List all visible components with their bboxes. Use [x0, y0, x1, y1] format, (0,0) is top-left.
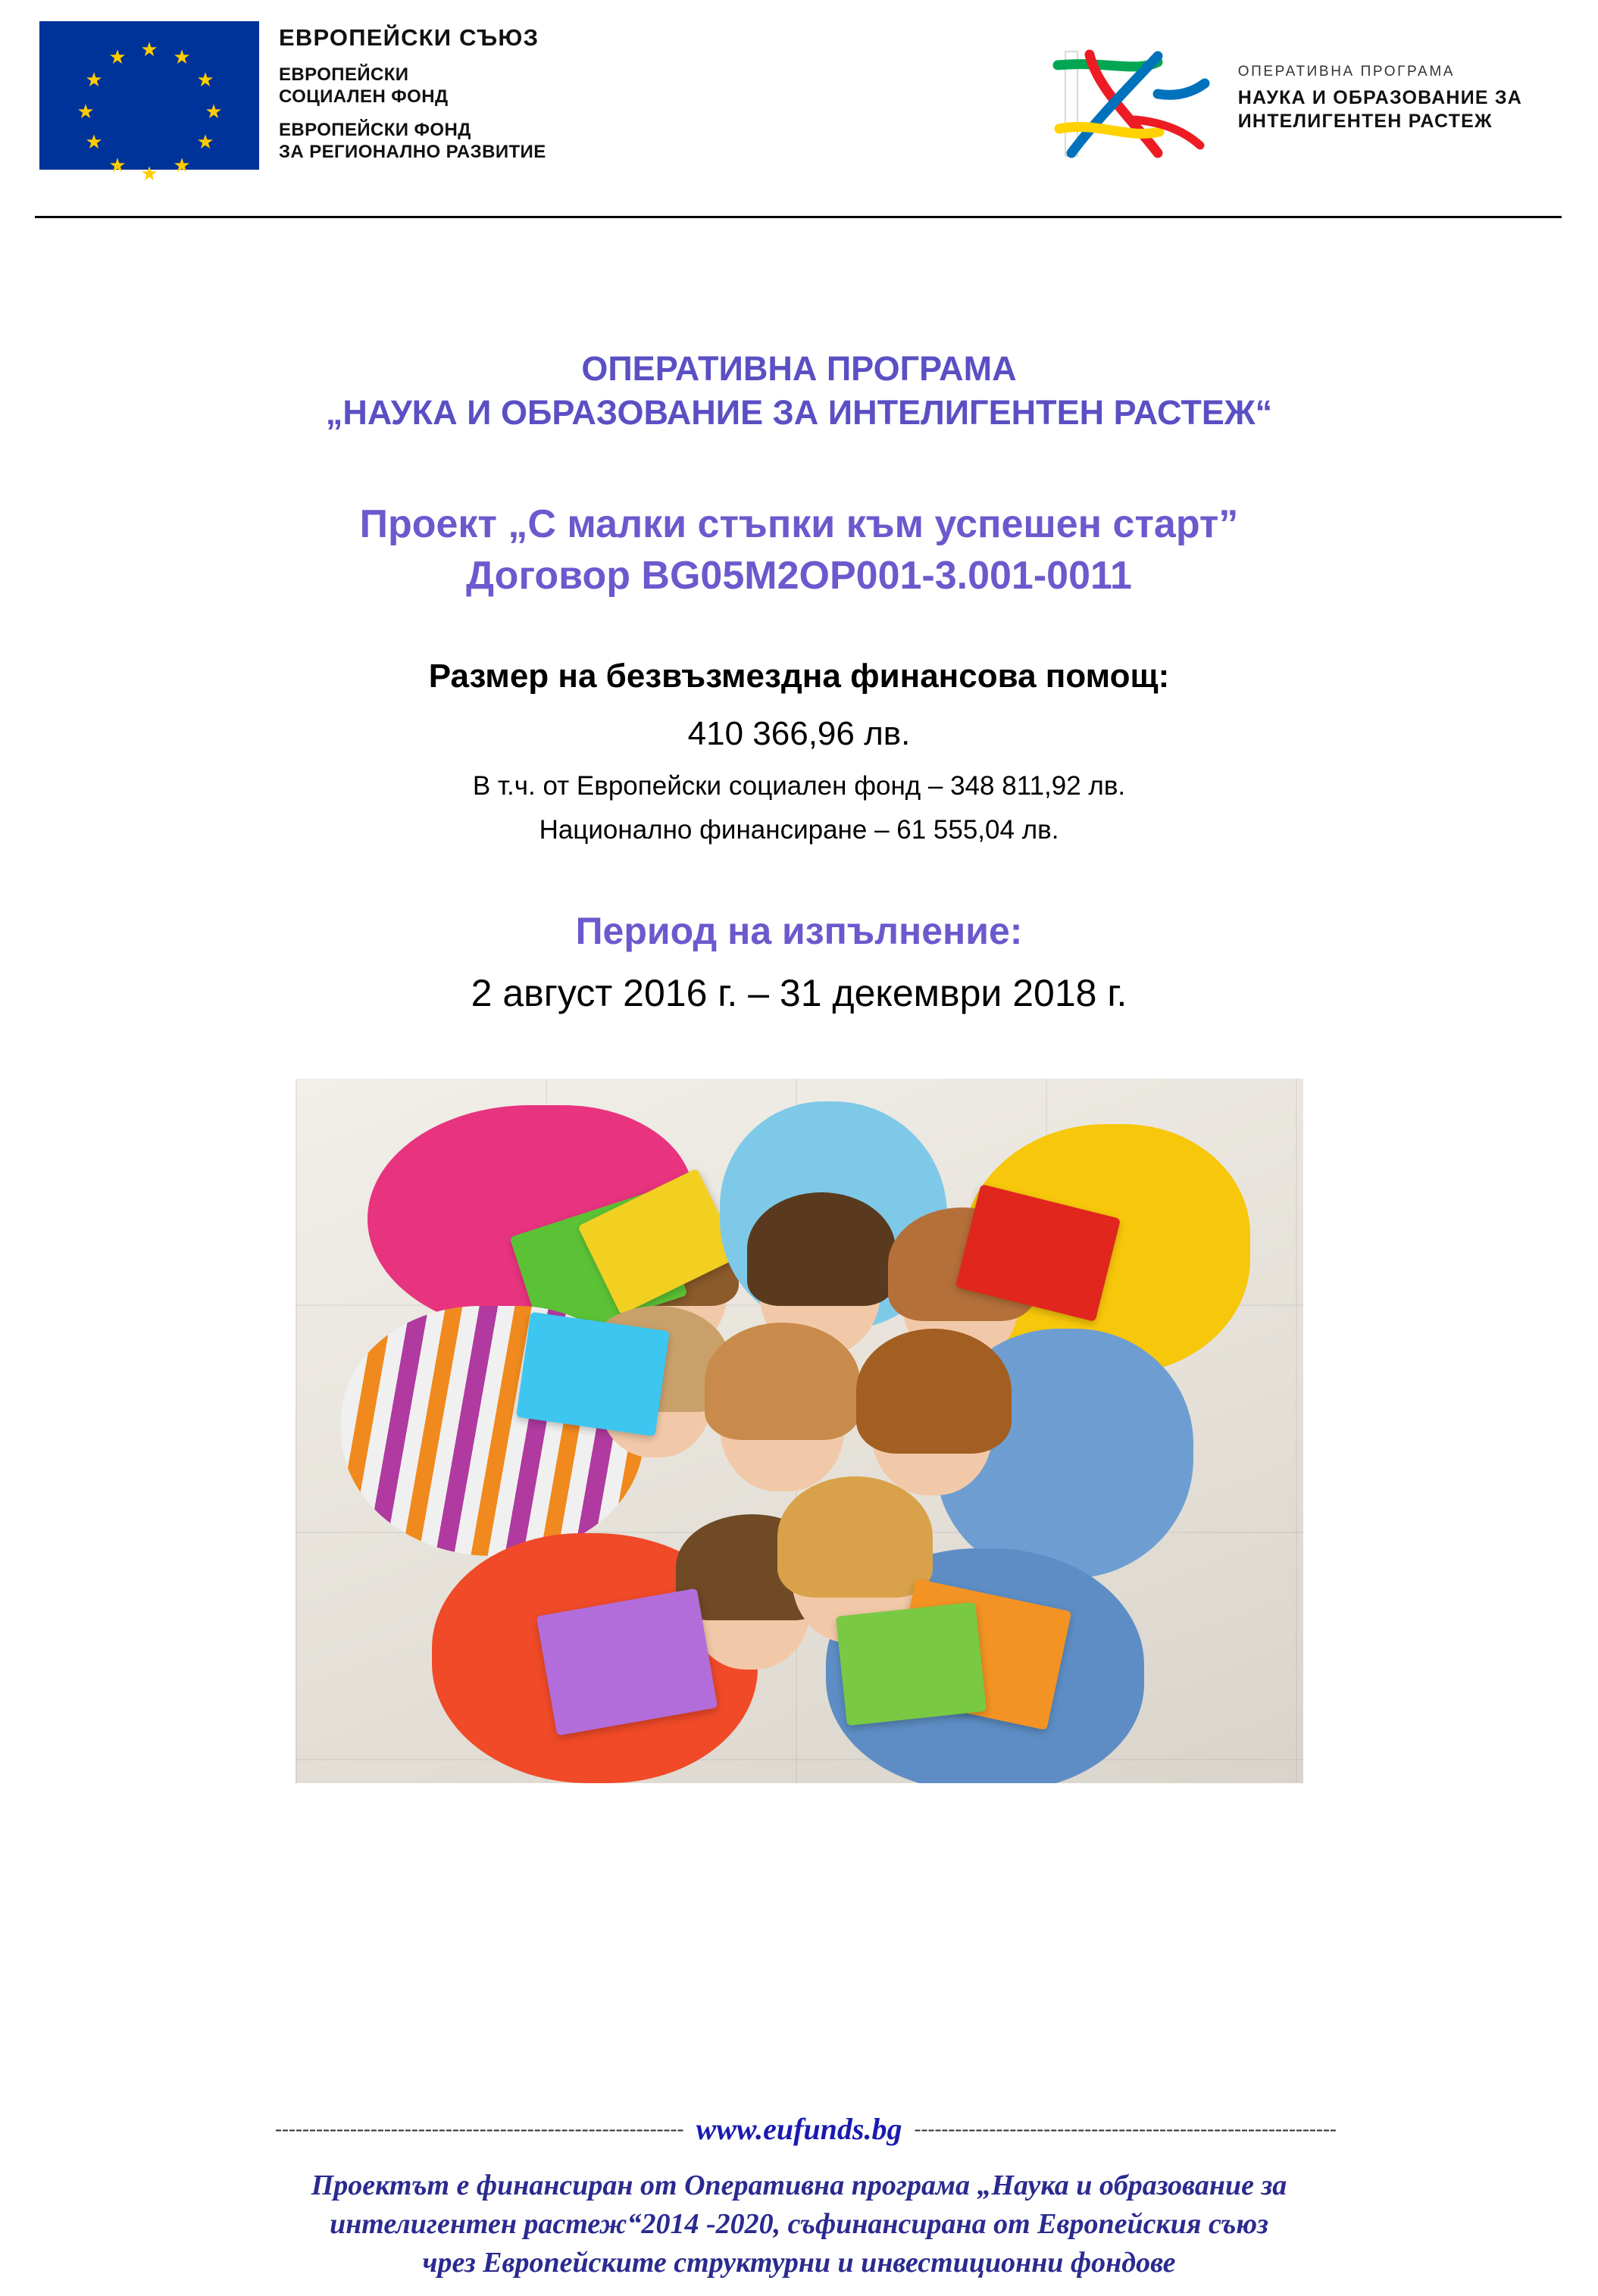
- eu-esf-label: [279, 64, 546, 108]
- period-value: 2 август 2016 г. – 31 декември 2018 г.: [471, 972, 1127, 1015]
- eu-title: ЕВРОПЕЙСКИ СЪЮЗ: [279, 24, 539, 51]
- grant-national-line: Национално финансиране – 61 555,04 лв.: [539, 815, 1059, 845]
- header-divider: [35, 216, 1562, 218]
- program-title: [68, 347, 1530, 434]
- funding-disclaimer-line-2: интелигентен растеж“2014 -2020, съфинансирана от Европейския съюз: [330, 2208, 1268, 2241]
- program-title-line-1: ОПЕРАТИВНА ПРОГРАМА: [581, 349, 1017, 388]
- children-photo: [296, 1079, 1303, 1783]
- document-footer: [0, 2111, 1598, 2296]
- footer-dashes-left: ------------------------------------------------------------: [275, 2117, 684, 2141]
- eu-flag-icon: ★ ★ ★ ★ ★ ★ ★ ★ ★ ★ ★ ★: [39, 21, 259, 170]
- eu-erdf-label: [279, 119, 546, 164]
- child-center-hair: [705, 1323, 860, 1440]
- grant-label: Размер на безвъзмездна финансова помощ:: [428, 658, 1170, 695]
- eu-emblem-block: [39, 21, 546, 185]
- program-title-line-2: „НАУКА И ОБРАЗОВАНИЕ ЗА ИНТЕЛИГЕНТЕН РАСТЕЖ“: [325, 392, 1273, 432]
- project-contract-number: Договор BG05M2OP001-3.001-0011: [466, 553, 1132, 598]
- eu-esf-line-2: СОЦИАЛЕН ФОНД: [279, 86, 449, 108]
- eu-erdf-line-1: ЕВРОПЕЙСКИ ФОНД: [279, 119, 471, 140]
- eu-esf-line-1: ЕВРОПЕЙСКИ: [279, 64, 409, 85]
- header-logos-row: [39, 21, 1553, 185]
- eufunds-link[interactable]: www.eufunds.bg: [696, 2112, 902, 2147]
- grant-amount: 410 366,96 лв.: [687, 715, 911, 753]
- project-title: [68, 499, 1530, 601]
- op-logo-big-line-1: НАУКА И ОБРАЗОВАНИЕ ЗА: [1237, 87, 1522, 108]
- book-green-bottom: [835, 1602, 986, 1726]
- op-logo-big-line-2: ИНТЕЛИГЕНТЕН РАСТЕЖ: [1237, 111, 1493, 133]
- funding-disclaimer-line-1: Проектът е финансиран от Оперативна програма „Наука и образование за: [311, 2169, 1287, 2202]
- funding-disclaimer-line-3: чрез Европейските структурни и инвестиционни фондове: [422, 2247, 1176, 2279]
- footer-dashes-right: --------------------------------------------------------------: [914, 2117, 1337, 2141]
- eu-emblem-texts: [279, 21, 546, 163]
- book-cyan: [516, 1312, 670, 1436]
- project-title-line-1: Проект „С малки стъпки към успешен старт”: [359, 502, 1239, 547]
- website-line: [39, 2111, 1559, 2147]
- child-denim-right-hair: [856, 1329, 1012, 1454]
- op-logo-block: [1044, 21, 1553, 161]
- funding-disclaimer: [39, 2166, 1559, 2282]
- op-program-logo-icon: [1044, 47, 1218, 161]
- op-logo-texts: [1238, 47, 1522, 134]
- op-logo-big-label: [1238, 86, 1522, 134]
- document-body: [0, 347, 1598, 1783]
- child-white-blue-hair: [747, 1192, 896, 1306]
- op-logo-small-label: ОПЕРАТИВНА ПРОГРАМА: [1237, 64, 1456, 80]
- child-denim-bottom-hair: [777, 1476, 933, 1598]
- grant-esf-line: В т.ч. от Европейски социален фонд – 348 811,92 лв.: [472, 771, 1126, 801]
- eu-erdf-line-2: ЗА РЕГИОНАЛНО РАЗВИТИЕ: [279, 141, 546, 162]
- period-label: Период на изпълнение:: [575, 910, 1023, 953]
- document-header: [0, 0, 1598, 227]
